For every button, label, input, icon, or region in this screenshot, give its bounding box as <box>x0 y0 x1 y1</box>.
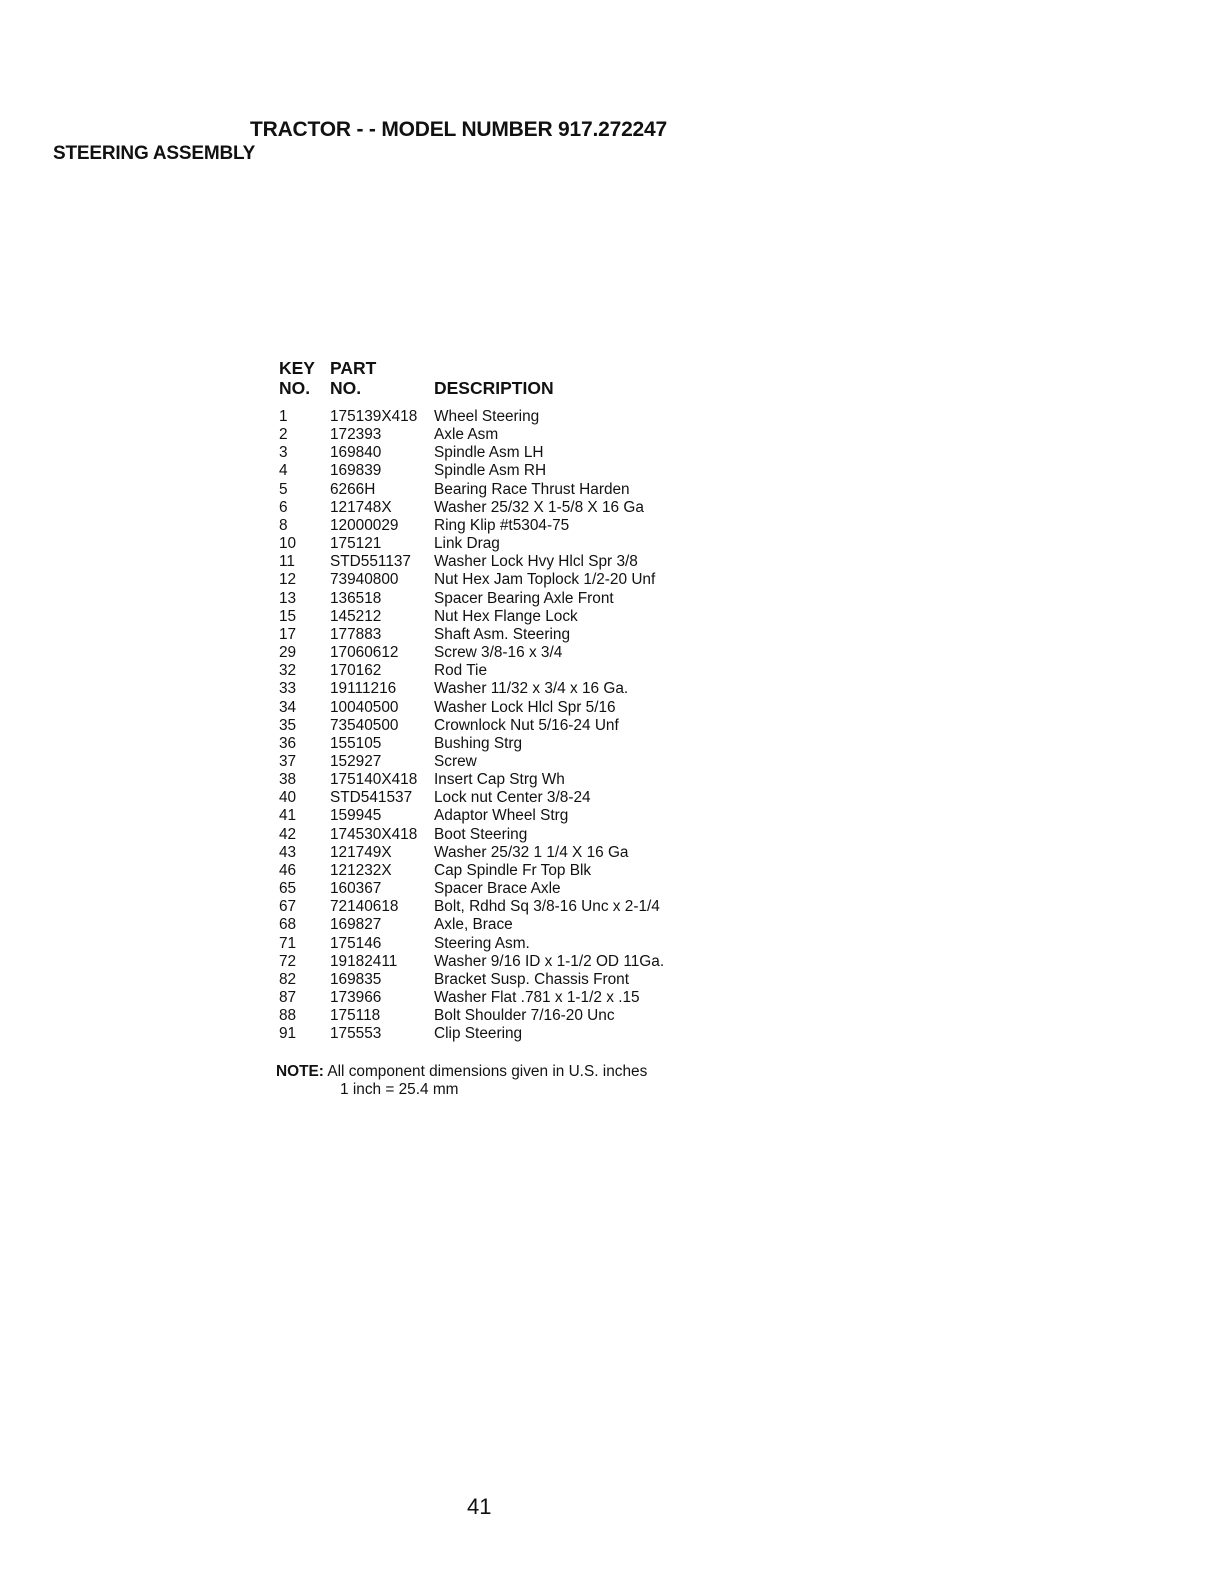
description-cell: Bracket Susp. Chassis Front <box>434 970 630 988</box>
table-row <box>279 699 764 717</box>
key-no-cell: 2 <box>279 426 288 444</box>
key-no-cell: 32 <box>279 662 297 680</box>
part-no-cell: 159945 <box>330 807 382 825</box>
key-no-cell: 17 <box>279 625 297 643</box>
key-header-line2: NO. <box>279 378 311 398</box>
table-row <box>279 717 764 735</box>
part-no-cell: 152927 <box>330 752 382 770</box>
description-cell: Washer 9/16 ID x 1-1/2 OD 11Ga. <box>434 952 665 970</box>
table-row <box>279 807 764 825</box>
table-row <box>279 517 764 535</box>
key-no-cell: 37 <box>279 752 297 770</box>
table-row <box>279 590 764 608</box>
description-cell: Washer 25/32 X 1-5/8 X 16 Ga <box>434 498 644 516</box>
key-no-cell: 41 <box>279 807 297 825</box>
part-no-cell: 121748X <box>330 498 392 516</box>
part-no-cell: 175140X418 <box>330 771 418 789</box>
description-cell: Screw 3/8-16 x 3/4 <box>434 644 563 662</box>
key-no-cell: 67 <box>279 898 297 916</box>
table-row <box>279 626 764 644</box>
part-no-cell: 145212 <box>330 607 382 625</box>
key-no-cell: 43 <box>279 843 297 861</box>
description-cell: Washer Lock Hvy Hlcl Spr 3/8 <box>434 553 638 571</box>
part-no-cell: 72140618 <box>330 898 399 916</box>
key-no-cell: 6 <box>279 498 288 516</box>
key-no-cell: 38 <box>279 771 297 789</box>
key-no-cell: 35 <box>279 716 297 734</box>
key-no-cell: 8 <box>279 516 288 534</box>
part-no-cell: 177883 <box>330 625 382 643</box>
table-row <box>279 644 764 662</box>
note-conversion: 1 inch = 25.4 mm <box>340 1081 459 1098</box>
key-no-cell: 46 <box>279 861 297 879</box>
table-row <box>279 481 764 499</box>
parts-table-body <box>279 408 764 1043</box>
key-no-cell: 34 <box>279 698 297 716</box>
description-cell: Boot Steering <box>434 825 528 843</box>
part-no-cell: 17060612 <box>330 644 399 662</box>
description-cell: Washer Lock Hlcl Spr 5/16 <box>434 698 616 716</box>
part-no-cell: 175139X418 <box>330 408 418 425</box>
page-number: 41 <box>467 1494 492 1519</box>
table-row <box>279 1025 764 1043</box>
table-row <box>279 953 764 971</box>
key-no-cell: 65 <box>279 880 297 898</box>
part-no-cell: 19111216 <box>330 680 397 698</box>
table-row <box>279 444 764 462</box>
part-no-cell: 175146 <box>330 934 382 952</box>
description-cell: Ring Klip #t5304-75 <box>434 516 570 534</box>
table-row <box>279 499 764 517</box>
key-no-cell: 1 <box>279 408 288 425</box>
description-cell: Axle, Brace <box>434 916 513 934</box>
note <box>276 1063 647 1099</box>
description-cell: Adaptor Wheel Strg <box>434 807 569 825</box>
part-no-cell: 175553 <box>330 1025 382 1043</box>
key-no-cell: 13 <box>279 589 297 607</box>
part-no-cell: 172393 <box>330 426 382 444</box>
part-header-line2: NO. <box>330 378 362 398</box>
page-title: TRACTOR - - MODEL NUMBER 917.272247 <box>250 118 667 141</box>
key-no-header <box>279 358 330 398</box>
description-cell: Steering Asm. <box>434 934 530 952</box>
table-row <box>279 771 764 789</box>
part-no-cell: 6266H <box>330 480 376 498</box>
key-no-cell: 82 <box>279 970 297 988</box>
table-row <box>279 753 764 771</box>
table-row <box>279 880 764 898</box>
description-cell: Wheel Steering <box>434 408 540 425</box>
description-cell: Clip Steering <box>434 1025 523 1043</box>
description-cell: Rod Tie <box>434 662 488 680</box>
description-cell: Spindle Asm LH <box>434 444 544 462</box>
table-row <box>279 571 764 589</box>
description-cell: Insert Cap Strg Wh <box>434 771 565 789</box>
key-no-cell: 4 <box>279 462 288 480</box>
table-row <box>279 789 764 807</box>
part-no-cell: STD541537 <box>330 789 413 807</box>
part-no-header <box>330 358 434 398</box>
table-row <box>279 844 764 862</box>
description-cell: Shaft Asm. Steering <box>434 625 571 643</box>
key-no-cell: 12 <box>279 571 297 589</box>
description-cell: Nut Hex Jam Toplock 1/2-20 Unf <box>434 571 656 589</box>
note-label: NOTE: <box>276 1063 324 1080</box>
table-row <box>279 898 764 916</box>
part-no-cell: 136518 <box>330 589 382 607</box>
key-no-cell: 71 <box>279 934 297 952</box>
table-row <box>279 989 764 1007</box>
key-header-line1: KEY <box>279 358 315 378</box>
table-row <box>279 680 764 698</box>
description-cell: Washer 11/32 x 3/4 x 16 Ga. <box>434 680 629 698</box>
part-header-line1: PART <box>330 358 377 378</box>
key-no-cell: 40 <box>279 789 297 807</box>
parts-table <box>279 358 764 1043</box>
part-no-cell: 169835 <box>330 970 382 988</box>
key-no-cell: 42 <box>279 825 297 843</box>
key-no-cell: 29 <box>279 644 297 662</box>
description-cell: Bushing Strg <box>434 734 523 752</box>
description-cell: Bolt Shoulder 7/16-20 Unc <box>434 1007 615 1025</box>
table-row <box>279 608 764 626</box>
key-no-cell: 15 <box>279 607 297 625</box>
description-cell: Washer Flat .781 x 1-1/2 x .15 <box>434 989 640 1006</box>
key-no-cell: 72 <box>279 952 297 970</box>
note-text: All component dimensions given in U.S. inches <box>323 1063 648 1080</box>
part-no-cell: 175118 <box>330 1007 381 1025</box>
table-row <box>279 735 764 753</box>
table-row <box>279 862 764 880</box>
part-no-cell: 170162 <box>330 662 382 680</box>
description-cell: Link Drag <box>434 535 500 553</box>
table-header-row <box>279 358 764 398</box>
part-no-cell: 121232X <box>330 861 392 879</box>
table-row <box>279 535 764 553</box>
description-header: DESCRIPTION <box>434 378 554 398</box>
key-no-cell: 36 <box>279 734 297 752</box>
table-row <box>279 935 764 953</box>
description-cell: Spindle Asm RH <box>434 462 547 480</box>
table-row <box>279 408 764 426</box>
part-no-cell: 173966 <box>330 989 382 1006</box>
part-no-cell: 174530X418 <box>330 825 418 843</box>
part-no-cell: 175121 <box>330 535 382 553</box>
part-no-cell: 160367 <box>330 880 382 898</box>
key-no-cell: 91 <box>279 1025 297 1043</box>
description-cell: Bolt, Rdhd Sq 3/8-16 Unc x 2-1/4 <box>434 898 660 916</box>
key-no-cell: 88 <box>279 1007 297 1025</box>
key-no-cell: 11 <box>279 553 295 571</box>
part-no-cell: 12000029 <box>330 516 399 534</box>
part-no-cell: 155105 <box>330 734 382 752</box>
description-cell: Nut Hex Flange Lock <box>434 607 578 625</box>
description-cell: Axle Asm <box>434 426 499 444</box>
part-no-cell: 73540500 <box>330 716 399 734</box>
description-cell: Spacer Bearing Axle Front <box>434 589 614 607</box>
key-no-cell: 5 <box>279 480 288 498</box>
table-row <box>279 971 764 989</box>
table-row <box>279 916 764 934</box>
description-cell: Cap Spindle Fr Top Blk <box>434 861 592 879</box>
description-cell: Crownlock Nut 5/16-24 Unf <box>434 716 619 734</box>
part-no-cell: 73940800 <box>330 571 399 589</box>
part-no-cell: 169839 <box>330 462 382 480</box>
description-cell: Screw <box>434 752 477 770</box>
section-title: STEERING ASSEMBLY <box>53 143 256 164</box>
table-row <box>279 1007 764 1025</box>
key-no-cell: 3 <box>279 444 288 462</box>
table-row <box>279 426 764 444</box>
description-cell: Spacer Brace Axle <box>434 880 561 898</box>
key-no-cell: 68 <box>279 916 297 934</box>
part-no-cell: 121749X <box>330 843 392 861</box>
table-row <box>279 553 764 571</box>
table-row <box>279 826 764 844</box>
key-no-cell: 87 <box>279 989 297 1006</box>
description-cell: Lock nut Center 3/8-24 <box>434 789 591 807</box>
table-row <box>279 662 764 680</box>
key-no-cell: 33 <box>279 680 297 698</box>
part-no-cell: 19182411 <box>330 952 398 970</box>
key-no-cell: 10 <box>279 535 297 553</box>
part-no-cell: 169840 <box>330 444 382 462</box>
description-cell: Washer 25/32 1 1/4 X 16 Ga <box>434 843 629 861</box>
part-no-cell: STD551137 <box>330 553 411 571</box>
part-no-cell: 10040500 <box>330 698 399 716</box>
table-row <box>279 462 764 480</box>
part-no-cell: 169827 <box>330 916 382 934</box>
description-cell: Bearing Race Thrust Harden <box>434 480 630 498</box>
